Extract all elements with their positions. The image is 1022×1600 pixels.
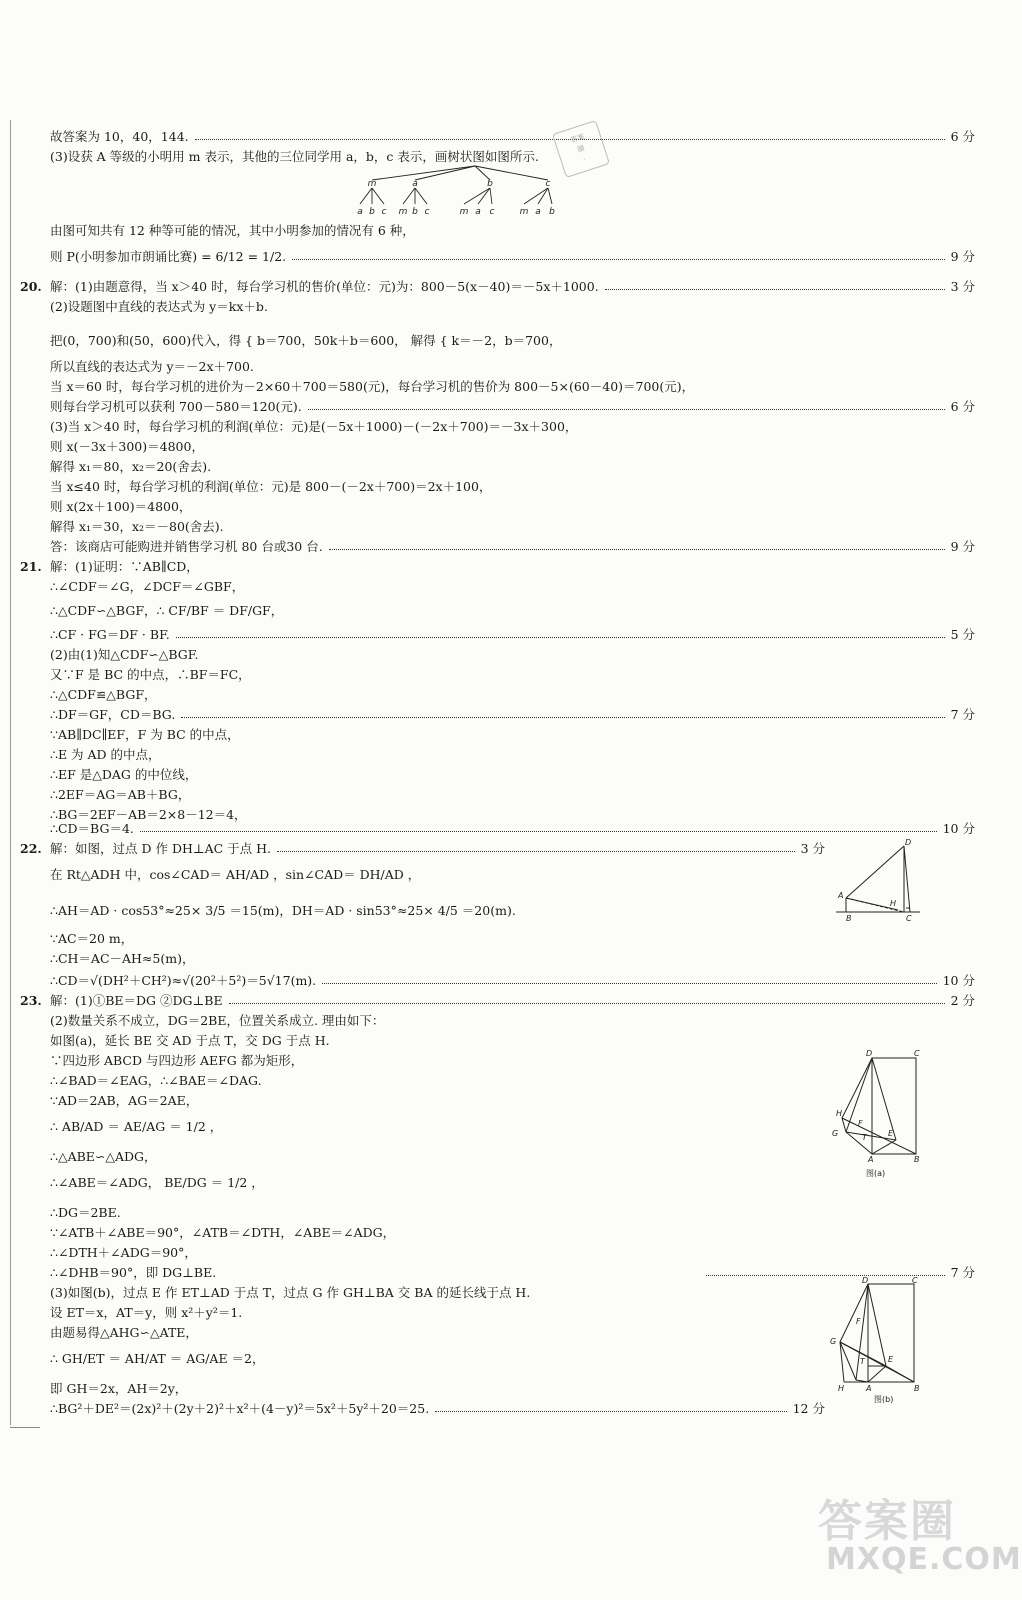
q23-line — [50, 1222, 395, 1244]
tree-leaf: b — [549, 207, 555, 217]
label-T: T — [860, 1357, 865, 1366]
q21-text: ∴CF · FG＝DF · BF. — [50, 627, 170, 642]
label-B: B — [846, 914, 852, 923]
q21-text: ∴△CDF≌△BGF， — [50, 687, 157, 702]
binding-edge-line — [10, 120, 11, 1425]
q22-line — [50, 892, 516, 930]
tree-leaf: b — [369, 207, 375, 217]
q21-text: ∵AB∥DC∥EF，F 为 BC 的中点， — [50, 727, 240, 742]
q23-text: (3)如图(b)，过点 E 作 ET⊥AD 于点 T，过点 G 作 GH⊥BA 交 BA 的延长线于点 H. — [50, 1285, 531, 1300]
label-E: E — [888, 1355, 894, 1364]
label-D: D — [862, 1276, 869, 1285]
q23-text: ∵四边形 ABCD 与四边形 AEFG 都为矩形， — [50, 1053, 304, 1068]
q22-text: 在 Rt△ADH 中，cos∠CAD＝ AH/AD ，sin∠CAD＝ DH/AD ， — [50, 867, 421, 882]
q21-text: 解：(1)证明：∵AB∥CD， — [50, 559, 199, 574]
leader-dots — [322, 982, 936, 984]
q20-line — [50, 496, 191, 518]
q23-text: ∴∠DHB＝90°，即 DG⊥BE. — [50, 1265, 217, 1280]
label-A: A — [866, 1384, 872, 1393]
q22-line — [50, 970, 975, 992]
label-A: A — [838, 891, 844, 900]
q23-line — [50, 1202, 121, 1224]
q21-line — [50, 596, 283, 626]
label-H: H — [890, 899, 897, 908]
label-B: B — [914, 1155, 920, 1164]
q21-line — [50, 764, 197, 786]
q22-text: 解：如图，过点 D 作 DH⊥AC 于点 H. — [50, 841, 272, 856]
leader-dots — [140, 830, 937, 832]
q23-line — [50, 990, 975, 1012]
q20-score-3: 9 分 — [950, 539, 975, 554]
question-number-21: 21. — [20, 559, 42, 574]
q20-text: 当 x＝60 时，每台学习机的进价为－2×60＋700＝580(元)，每台学习机的售价为 800－5×(60－40)＝700(元)， — [50, 379, 695, 394]
q20-system-line — [50, 322, 561, 360]
q23-text: ∴DG＝2BE. — [50, 1205, 121, 1220]
q23-text: ∴ AB/AD ＝ AE/AG ＝ 1/2 ， — [50, 1119, 223, 1134]
q22-text: ∴AH＝AD · cos53°≈25× 3/5 ＝15(m)，DH＝AD · sin53°≈25× 4/5 ＝20(m). — [50, 903, 516, 918]
label-H: H — [836, 1109, 843, 1118]
q23-text: ∴BG²＋DE²＝(2x)²＋(2y＋2)²＋x²＋(4－y)²＝5x²＋5y²＋20＝25. — [50, 1401, 430, 1416]
q23-text: 设 ET＝x，AT＝y，则 x²＋y²＝1. — [50, 1305, 243, 1320]
label-C: C — [914, 1049, 920, 1058]
tree-leaf: m — [519, 207, 529, 217]
q23-text: ∴∠BAD＝∠EAG，∴∠BAE＝∠DAG. — [50, 1073, 262, 1088]
q21-text: ∴BG＝2EF－AB＝2×8－12＝4， — [50, 807, 247, 822]
q22-score-2: 10 分 — [942, 973, 975, 988]
q20-answer-text: 答：该商店可能购进并销售学习机 80 台或30 台. — [50, 539, 323, 554]
q22-text: ∴CH＝AC－AH≈5(m)， — [50, 951, 195, 966]
q20-line — [50, 536, 975, 558]
q23-text: ∴△ABE∽△ADG， — [50, 1149, 157, 1164]
q20-line — [50, 516, 224, 538]
q21-line — [50, 576, 244, 598]
q20-line — [50, 436, 204, 458]
q21-text: 又∵F 是 BC 的中点，∴BF＝FC， — [50, 667, 251, 682]
tree-leaf: a — [535, 207, 541, 217]
q23-score-2: 7 分 — [950, 1265, 975, 1280]
q23-line — [50, 1398, 825, 1420]
tree-root-m: m — [367, 179, 377, 189]
leader-dots — [308, 408, 945, 410]
q23-text: (2)数量关系不成立，DG＝2BE，位置关系成立. 理由如下： — [50, 1013, 385, 1028]
q23-line — [50, 1282, 530, 1304]
label-T: T — [862, 1133, 867, 1142]
q19-answer-line — [50, 126, 975, 148]
q21-line — [50, 684, 157, 706]
q19-score-2: 9 分 — [950, 249, 975, 264]
q21-line — [50, 744, 161, 766]
q21-line — [50, 724, 240, 746]
q20-line — [50, 476, 491, 498]
watermark-logo-text: 答案圈 — [818, 1496, 956, 1547]
watermark-url-text: MXQE.COM — [826, 1542, 1022, 1577]
q21-line — [50, 704, 975, 726]
q20-text: 则 x(2x＋100)＝4800， — [50, 499, 192, 514]
leader-dots — [277, 850, 795, 852]
q23-line — [50, 1108, 222, 1146]
q21-text: ∴EF 是△DAG 的中位线， — [50, 767, 198, 782]
q20-score-2: 6 分 — [950, 399, 975, 414]
q20-line — [50, 376, 694, 398]
q21-text: ∴∠CDF＝∠G，∠DCF＝∠GBF， — [50, 579, 245, 594]
tree-leaf: b — [412, 207, 418, 217]
leader-dots — [292, 258, 944, 260]
tree-root-a: a — [412, 179, 418, 189]
label-D: D — [866, 1049, 873, 1058]
question-number-20: 20. — [20, 279, 42, 294]
q23-line — [50, 1164, 264, 1202]
tree-leaf: c — [489, 207, 495, 217]
q21-line — [50, 784, 190, 806]
tree-leaf: a — [357, 207, 363, 217]
q23-score-3: 12 分 — [792, 1401, 825, 1416]
q23-line — [50, 1242, 197, 1264]
leader-dots — [176, 636, 945, 638]
figure-a-caption: 图(a) — [866, 1169, 886, 1178]
q21-text: ∴DF＝GF，CD＝BG. — [50, 707, 176, 722]
q21-text: ∴2EF＝AG＝AB＋BG， — [50, 787, 191, 802]
q22-text: ∴CD＝√(DH²＋CH²)≈√(20²＋5²)＝5√17(m). — [50, 973, 317, 988]
q21-line — [50, 556, 199, 578]
q20-line — [50, 296, 268, 318]
q21-text: ∴CD＝BG＝4. — [50, 821, 134, 836]
q23-text: 即 GH＝2x，AH＝2y， — [50, 1381, 188, 1396]
stamp-mark: 答案 圈 · — [552, 120, 610, 178]
bottom-rule — [10, 1427, 40, 1428]
q20-text: (2)设题图中直线的表达式为 y＝kx＋b. — [50, 299, 268, 314]
q21-score-3: 10 分 — [942, 821, 975, 836]
q20-line — [50, 356, 254, 378]
q23-figure-a — [826, 1048, 926, 1180]
q19-count-line — [50, 220, 415, 242]
leader-dots — [329, 548, 945, 550]
q19-count-text: 由图可知共有 12 种等可能的情况，其中小明参加的情况有 6 种， — [50, 223, 415, 238]
label-G: G — [830, 1337, 837, 1346]
q23-line — [50, 1070, 262, 1092]
q20-text: 则每台学习机可以获利 700－580＝120(元). — [50, 399, 302, 414]
q21-text: ∴E 为 AD 的中点， — [50, 747, 161, 762]
label-E: E — [888, 1129, 894, 1138]
q21-text: (2)由(1)知△CDF∽△BGF. — [50, 647, 199, 662]
question-number-22: 22. — [20, 841, 42, 856]
q21-line — [50, 818, 975, 840]
q21-line — [50, 644, 198, 666]
q23-score-1: 2 分 — [950, 993, 975, 1008]
q23-text: ∵∠ATB＋∠ABE＝90°，∠ATB＝∠DTH，∠ABE＝∠ADG， — [50, 1225, 396, 1240]
tree-leaf: c — [381, 207, 387, 217]
leader-dots — [229, 1002, 945, 1004]
q23-text: 如图(a)，延长 BE 交 AD 于点 T，交 DG 于点 H. — [50, 1033, 330, 1048]
label-G: G — [832, 1129, 839, 1138]
q23-line — [50, 1340, 265, 1378]
q21-score-1: 5 分 — [950, 627, 975, 642]
label-D: D — [905, 838, 912, 847]
tree-leaf: m — [398, 207, 408, 217]
tree-diagram — [357, 164, 590, 220]
tree-leaf: a — [475, 207, 481, 217]
q20-line — [50, 396, 975, 418]
q23-text: ∴∠DTH＋∠ADG＝90°， — [50, 1245, 197, 1260]
label-H: H — [838, 1384, 845, 1393]
q20-text: 解得 x₁＝30，x₂＝－80(舍去). — [50, 519, 224, 534]
q22-line — [50, 948, 194, 970]
label-C: C — [912, 1276, 918, 1285]
tree-leaf: m — [459, 207, 469, 217]
label-A: A — [868, 1155, 874, 1164]
figure-b-caption: 图(b) — [874, 1395, 894, 1404]
q19-probability-text: 则 P(小明参加市朗诵比赛) = 6/12 = 1/2. — [50, 249, 287, 264]
q20-line — [50, 276, 975, 298]
q23-line — [50, 1378, 187, 1400]
label-C: C — [906, 914, 912, 923]
q19-probability-line — [50, 242, 975, 272]
q22-line — [50, 856, 420, 894]
q23-text: 解：(1)①BE＝DG ②DG⊥BE — [50, 993, 223, 1008]
question-number-23: 23. — [20, 993, 42, 1008]
q21-text: ∴△CDF∽△BGF，∴ CF/BF ＝ DF/GF， — [50, 603, 284, 618]
q20-text: 当 x≤40 时，每台学习机的利润(单位：元)是 800－(－2x＋700)＝2x＋100， — [50, 479, 492, 494]
leader-dots — [605, 288, 945, 290]
q20-line — [50, 416, 577, 438]
q22-text: ∵AC＝20 m， — [50, 931, 134, 946]
q23-line — [50, 1030, 330, 1052]
q21-line — [50, 624, 975, 646]
tree-root-b: b — [487, 179, 493, 189]
q23-text: ∴∠ABE＝∠ADG， BE/DG ＝ 1/2 ， — [50, 1175, 264, 1190]
q20-score-1: 3 分 — [950, 279, 975, 294]
q19-answer-text: 故答案为 10，40，144. — [50, 129, 189, 144]
q21-score-2: 7 分 — [950, 707, 975, 722]
q23-line — [50, 1262, 216, 1284]
label-F: F — [858, 1119, 863, 1128]
q21-line — [50, 664, 251, 686]
q22-score-1: 3 分 — [800, 841, 825, 856]
q23-figure-b — [826, 1276, 926, 1406]
label-F: F — [856, 1317, 861, 1326]
label-B: B — [914, 1384, 920, 1393]
q20-text: (3)当 x＞40 时，每台学习机的利润(单位：元)是(－5x＋1000)－(－2x＋700)＝－3x＋300， — [50, 419, 578, 434]
q20-text: 则 x(－3x＋300)＝4800， — [50, 439, 204, 454]
q23-line — [50, 1050, 303, 1072]
q20-text: 解得 x₁＝80，x₂＝20(舍去). — [50, 459, 212, 474]
q20-system-text: 把(0，700)和(50，600)代入，得 { b＝700，50k＋b＝600， 解得 { k＝－2，b＝700， — [50, 333, 562, 348]
q20-line — [50, 456, 211, 478]
tree-root-c: c — [545, 179, 551, 189]
q23-text: 由题易得△AHG∽△ATE， — [50, 1325, 198, 1340]
tree-leaf: c — [424, 207, 430, 217]
q20-text: 所以直线的表达式为 y＝－2x＋700. — [50, 359, 254, 374]
q23-text: ∴ GH/ET ＝ AH/AT ＝ AG/AE ＝2， — [50, 1351, 265, 1366]
q22-line — [50, 928, 133, 950]
q19-tree-intro-text: (3)设获 A 等级的小明用 m 表示，其他的三位同学用 a，b，c 表示，画树状图如图所示. — [50, 149, 539, 164]
q23-text: ∵AD＝2AB，AG＝2AE， — [50, 1093, 199, 1108]
q23-line — [50, 1010, 384, 1032]
q22-figure — [832, 838, 922, 922]
leader-dots — [435, 1410, 786, 1412]
q23-line — [50, 1302, 242, 1324]
q19-score-1: 6 分 — [950, 129, 975, 144]
leader-dots — [181, 716, 944, 718]
q20-text: 解：(1)由题意得，当 x＞40 时，每台学习机的售价(单位：元)为：800－5(x－40)＝－5x＋1000. — [50, 279, 599, 294]
